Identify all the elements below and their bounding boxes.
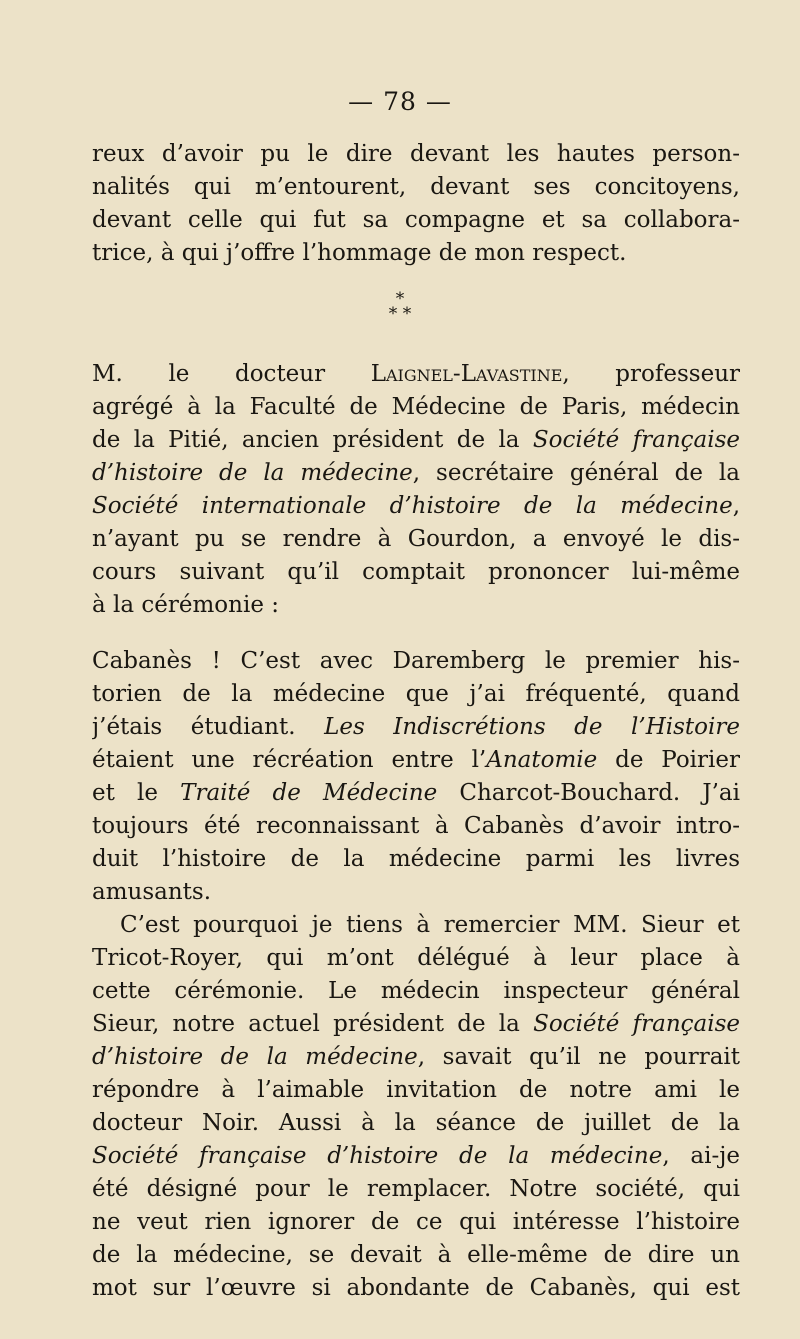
- text-line: C’est pourquoi je tiens à remercier MM. Sieur et: [120, 912, 740, 938]
- author-name: Laignel-Lavastine: [370, 361, 563, 387]
- text-line: ne veut rien ignorer de ce qui intéresse l’histoire: [92, 1209, 740, 1235]
- text-line: Tricot-Royer, qui m’ont délégué à leur place à: [92, 945, 740, 971]
- text-run: M. le docteur: [92, 361, 371, 387]
- book-title: Les Indiscrétions de l’Histoire: [324, 714, 740, 740]
- asterism-top-star: *: [395, 289, 405, 309]
- text-line: répondre à l’aimable invitation de notre ami le: [92, 1077, 740, 1103]
- text-line: [92, 744, 740, 777]
- text-line: duit l’histoire de la médecine parmi les livres: [92, 846, 740, 872]
- text-line: amusants.: [92, 879, 212, 905]
- text-line: de la médecine, se devait à elle-même de dire un: [92, 1242, 740, 1268]
- text-line: cours suivant qu’il comptait prononcer lui-même: [92, 559, 740, 585]
- text-line: Cabanès ! C’est avec Daremberg le premier his-: [92, 648, 740, 674]
- text-line: [92, 1140, 740, 1173]
- society-name: Société française: [533, 1011, 740, 1037]
- text-run: Charcot-Bouchard. J’ai: [437, 780, 740, 806]
- text-run: de la Pitié, ancien président de la: [92, 427, 533, 453]
- text-run: j’étais étudiant.: [92, 714, 325, 740]
- text-line: nalités qui m’entourent, devant ses concitoyens,: [92, 174, 740, 200]
- society-name: d’histoire de la médecine: [92, 1044, 418, 1070]
- text-run: ,: [732, 493, 740, 519]
- text-line: [92, 424, 740, 457]
- text-run: , savait qu’il ne pourrait: [417, 1044, 740, 1070]
- paragraph-continuation: [92, 138, 740, 270]
- text-run: , secrétaire général de la: [412, 460, 740, 486]
- book-title: Anatomie: [486, 747, 598, 773]
- text-run: , professeur: [562, 361, 740, 387]
- text-run: étaient une récréation entre l’: [92, 747, 487, 773]
- book-title: Traité de Médecine: [180, 780, 438, 806]
- paragraph-introduction: [92, 358, 740, 622]
- text-line: [92, 490, 740, 523]
- text-line: à la cérémonie :: [92, 592, 279, 618]
- text-line: n’ayant pu se rendre à Gourdon, a envoyé le dis-: [92, 526, 740, 552]
- text-line: [92, 457, 740, 490]
- text-run: de Poirier: [597, 747, 740, 773]
- text-line: [92, 1041, 740, 1074]
- text-line: devant celle qui fut sa compagne et sa collabora-: [92, 207, 740, 233]
- text-line: docteur Noir. Aussi à la séance de juillet de la: [92, 1110, 740, 1136]
- text-line: reux d’avoir pu le dire devant les hautes person-: [92, 141, 740, 167]
- asterism-bottom-stars: * *: [388, 304, 412, 324]
- text-line: agrégé à la Faculté de Médecine de Paris, médecin: [92, 394, 740, 420]
- text-line: torien de la médecine que j’ai fréquenté, quand: [92, 681, 740, 707]
- text-line: trice, à qui j’offre l’hommage de mon respect.: [92, 240, 627, 266]
- text-line: [92, 1008, 740, 1041]
- text-line: toujours été reconnaissant à Cabanès d’avoir intro-: [92, 813, 740, 839]
- society-name: Société française d’histoire de la médecine: [92, 1143, 663, 1169]
- society-name: d’histoire de la médecine: [92, 460, 413, 486]
- society-name: Société française: [532, 427, 740, 453]
- society-name: Société internationale d’histoire de la médecine: [92, 493, 733, 519]
- text-line: mot sur l’œuvre si abondante de Cabanès, qui est: [92, 1275, 740, 1301]
- asterism-separator: [0, 289, 800, 324]
- text-run: , ai-je: [662, 1143, 740, 1169]
- text-run: Sieur, notre actuel président de la: [92, 1011, 534, 1037]
- text-line: été désigné pour le remplacer. Notre société, qui: [92, 1176, 740, 1202]
- speech-text: [92, 645, 740, 1305]
- text-line: cette cérémonie. Le médecin inspecteur général: [92, 978, 740, 1004]
- text-line: [92, 711, 740, 744]
- text-run: et le: [92, 780, 181, 806]
- text-line: [92, 358, 740, 391]
- text-line: [92, 777, 740, 810]
- page-number: — 78 —: [348, 87, 452, 116]
